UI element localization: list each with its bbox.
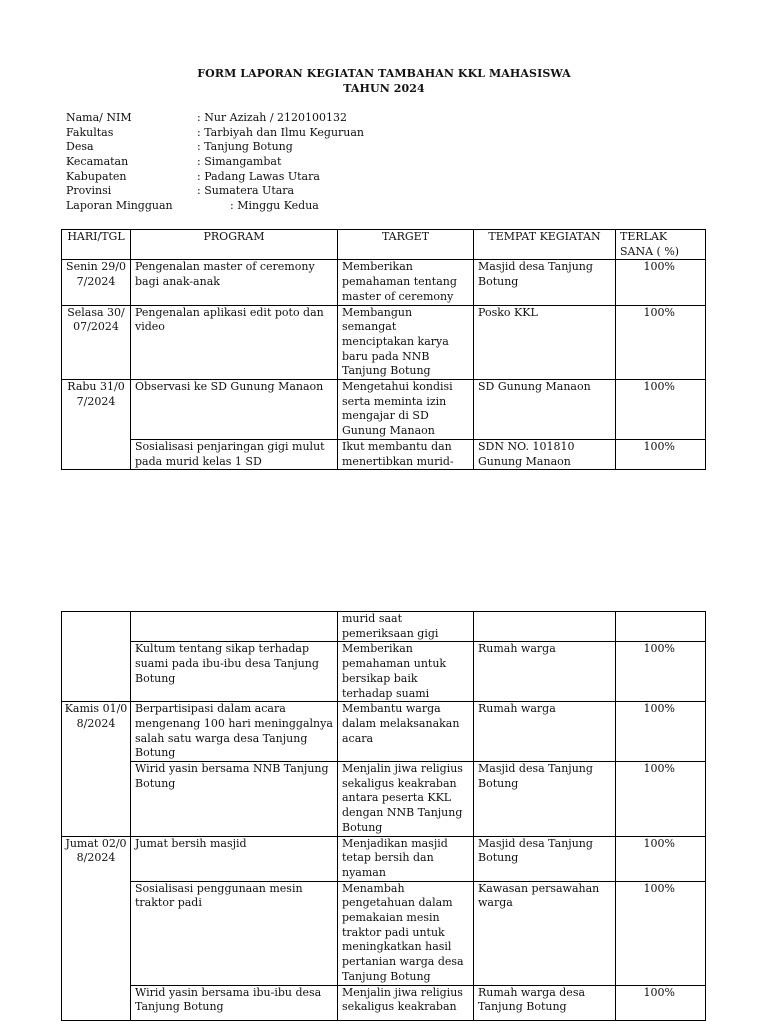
program-cell: Sosialisasi penjaringan gigi mulut pada murid kelas 1 SD xyxy=(131,439,338,469)
day-cell: Senin 29/07/2024 xyxy=(62,260,131,305)
info-value: : Minggu Kedua xyxy=(230,199,319,213)
percentage-cell: 100% xyxy=(616,881,706,985)
form-year: TAHUN 2024 xyxy=(343,82,425,95)
percentage-cell: 100% xyxy=(616,985,706,1020)
percentage-cell: 100% xyxy=(616,642,706,702)
target-cell: Menjalin jiwa religius sekaligus keakraban antara peserta KKL dengan NNB Tanjung Botung xyxy=(338,762,474,837)
table-row xyxy=(62,881,706,985)
target-cell: murid saat pemeriksaan gigi xyxy=(338,612,474,642)
location-cell: Masjid desa Tanjung Botung xyxy=(474,836,616,881)
day-cell: Rabu 31/07/2024 xyxy=(62,380,131,470)
program-cell: Kultum tentang sikap terhadap suami pada ibu-ibu desa Tanjung Botung xyxy=(131,642,338,702)
program-cell: Berpartisipasi dalam acara mengenang 100 hari meninggalnya salah satu warga desa Tanjung Botung xyxy=(131,702,338,762)
info-label: Fakultas xyxy=(66,125,114,139)
program-cell xyxy=(131,612,338,642)
location-cell xyxy=(474,612,616,642)
info-label: Laporan Mingguan xyxy=(66,199,173,213)
program-cell: Wirid yasin bersama ibu-ibu desa Tanjung Botung xyxy=(131,985,338,1020)
table-row xyxy=(62,985,706,1020)
program-cell: Pengenalan master of ceremony bagi anak-anak xyxy=(131,260,338,305)
program-cell: Pengenalan aplikasi edit poto dan video xyxy=(131,305,338,380)
target-cell: Memberikan pemahaman untuk bersikap baik terhadap suami xyxy=(338,642,474,702)
table-row xyxy=(62,642,706,702)
target-cell: Membangun semangat menciptakan karya baru pada NNB Tanjung Botung xyxy=(338,305,474,380)
percentage-cell: 100% xyxy=(616,380,706,440)
info-label: Desa xyxy=(66,140,94,154)
info-label: Kecamatan xyxy=(66,155,129,169)
activity-table-page2 xyxy=(61,611,706,1021)
table-row xyxy=(62,260,706,305)
info-label: Kabupaten xyxy=(66,169,127,183)
table-row xyxy=(62,702,706,762)
percentage-cell: 100% xyxy=(616,439,706,469)
day-cell: Jumat 02/08/2024 xyxy=(62,836,131,1020)
info-value: : Tarbiyah dan Ilmu Keguruan xyxy=(197,125,365,139)
percentage-cell: 100% xyxy=(616,305,706,380)
table-row xyxy=(62,612,706,642)
program-cell: Jumat bersih masjid xyxy=(131,836,338,881)
percentage-cell: 100% xyxy=(616,762,706,837)
program-cell: Wirid yasin bersama NNB Tanjung Botung xyxy=(131,762,338,837)
location-cell: Masjid desa Tanjung Botung xyxy=(474,260,616,305)
target-cell: Mengetahui kondisi serta meminta izin mengajar di SD Gunung Manaon xyxy=(338,380,474,440)
percentage-cell xyxy=(616,612,706,642)
table-row xyxy=(62,380,706,440)
location-cell: SDN NO. 101810 Gunung Manaon xyxy=(474,439,616,469)
location-cell: Posko KKL xyxy=(474,305,616,380)
table-row xyxy=(62,762,706,837)
header-location: TEMPAT KEGIATAN xyxy=(474,230,616,260)
info-label: Provinsi xyxy=(66,184,112,198)
table-row xyxy=(62,836,706,881)
header-percentage: TERLAK SANA ( %) xyxy=(616,230,706,260)
table-row xyxy=(62,305,706,380)
info-value: : Nur Azizah / 2120100132 xyxy=(197,111,348,124)
day-cell: Kamis 01/08/2024 xyxy=(62,702,131,836)
program-cell: Observasi ke SD Gunung Manaon xyxy=(131,380,338,440)
table-row xyxy=(62,439,706,469)
table-header-row xyxy=(62,230,706,260)
program-cell: Sosialisasi penggunaan mesin traktor padi xyxy=(131,881,338,985)
location-cell: Rumah warga xyxy=(474,642,616,702)
info-label: Nama/ NIM xyxy=(66,111,132,124)
target-cell: Memberikan pemahaman tentang master of ceremony xyxy=(338,260,474,305)
location-cell: SD Gunung Manaon xyxy=(474,380,616,440)
percentage-cell: 100% xyxy=(616,836,706,881)
location-cell: Masjid desa Tanjung Botung xyxy=(474,762,616,837)
percentage-cell: 100% xyxy=(616,260,706,305)
target-cell: Menjalin jiwa religius sekaligus keakraban xyxy=(338,985,474,1020)
target-cell: Ikut membantu dan menertibkan murid- xyxy=(338,439,474,469)
target-cell: Menjadikan masjid tetap bersih dan nyaman xyxy=(338,836,474,881)
info-value: : Simangambat xyxy=(197,155,282,169)
header-day: HARI/TGL xyxy=(62,230,131,260)
form-title: FORM LAPORAN KEGIATAN TAMBAHAN KKL MAHASISWA xyxy=(197,67,571,80)
target-cell: Menambah pengetahuan dalam pemakaian mesin traktor padi untuk meningkatkan hasil pertanian warga desa Tanjung Botung xyxy=(338,881,474,985)
header-target: TARGET xyxy=(338,230,474,260)
location-cell: Rumah warga xyxy=(474,702,616,762)
target-cell: Membantu warga dalam melaksanakan acara xyxy=(338,702,474,762)
header-program: PROGRAM xyxy=(131,230,338,260)
info-value: : Tanjung Botung xyxy=(197,140,293,154)
activity-table-page1 xyxy=(61,229,706,470)
info-value: : Padang Lawas Utara xyxy=(197,169,320,183)
location-cell: Kawasan persawahan warga xyxy=(474,881,616,985)
location-cell: Rumah warga desa Tanjung Botung xyxy=(474,985,616,1020)
day-cell: Selasa 30/07/2024 xyxy=(62,305,131,380)
info-value: : Sumatera Utara xyxy=(197,184,295,198)
day-cell-continued xyxy=(62,612,131,702)
percentage-cell: 100% xyxy=(616,702,706,762)
